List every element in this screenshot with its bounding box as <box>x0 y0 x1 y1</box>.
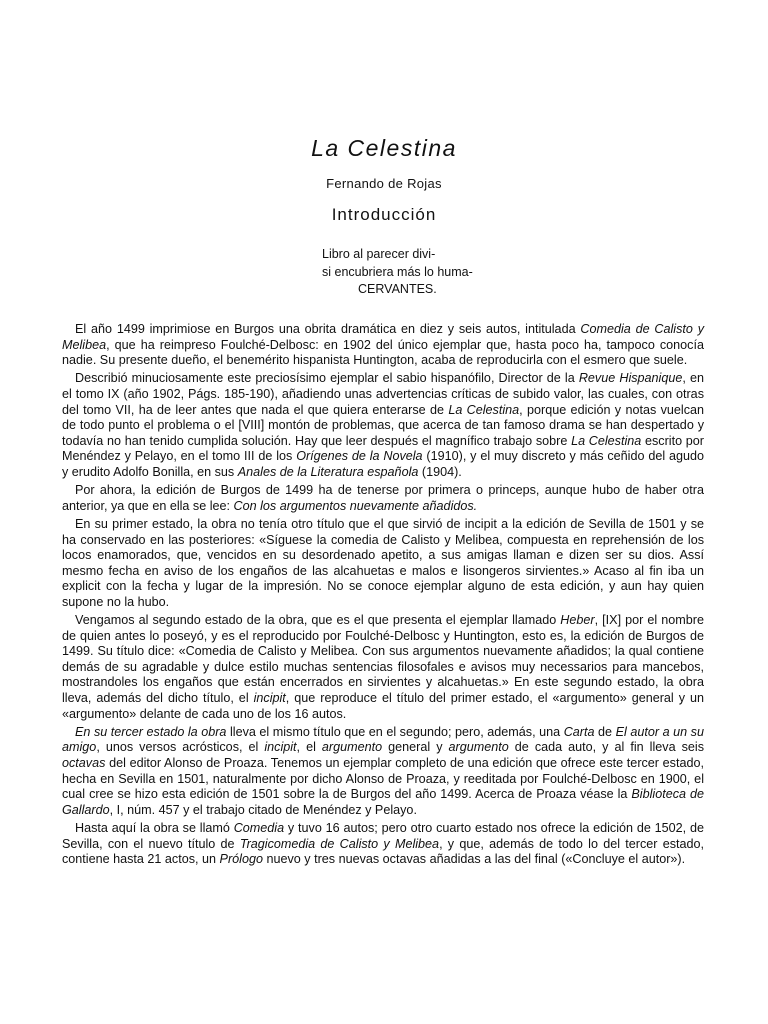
body-paragraph <box>62 517 704 611</box>
text-run: (1910), y el muy discreto y más ceñido del agudo y erudito Adolfo Bonilla, en sus <box>62 449 704 479</box>
italic-text: El autor a un su amigo <box>62 724 704 755</box>
epigraph-line: si encubriera más lo huma- <box>322 264 473 279</box>
text-run: de cada auto, y al fin lleva seis <box>508 740 704 755</box>
book-title: La Celestina <box>311 135 457 161</box>
italic-text: Revue Hispanique <box>578 371 683 386</box>
italic-text: Prólogo <box>219 852 263 867</box>
text-run: En su primer estado, la obra no tenía otro título que el que sirvió de incipit a la edición de Sevilla de 1501 y se ha conservado en las posteriores: «Síguese la comedia de Calisto y Melibea, compuesta en reprehensión de los locos enamorados, que, vencidos en su desordenado apetito, a sus amigas llaman e dizen ser su dios. Assí mesmo fecha en aviso de los engaños de las alcahuetas e malos e lisongeros sirvientes.» Acaso al fin iba un explicit con la fecha y lugar de la impresión. No se conoce ejemplar alguno de esta edición, y aun hay quien supone no la hubo. <box>62 516 704 609</box>
text-run: , [IX] por el nombre de quien antes lo poseyó, y es el reproducido por Foulché-Delbosc y Huntington, esto es, la edición de Burgos de 1499. Su título dice: «Comedia de Calisto y Melibea. Con sus argumentos nuevamente añadidos; la qual contiene demás de su agradable y dulce estilo muchas sentencias filosofales e avisos muy necessarios para mancebos, mostrandoles los engaños que están encerrados en sirvientes y alcahuetas.» En este segundo estado, la obra lleva, además del dicho título, el <box>62 613 704 706</box>
text-run: y tuvo 16 autos; pero otro cuarto estado nos ofrece la edición de 1502, de Sevilla, con el nuevo título de <box>62 820 704 851</box>
author-name: Fernando de Rojas <box>326 176 442 191</box>
text-run: Hasta aquí la obra se llamó <box>75 820 234 835</box>
body-paragraph <box>62 821 704 868</box>
epigraph <box>322 246 473 299</box>
text-run: El año 1499 imprimiose en Burgos una obrita dramática en diez y seis autos, intitulada <box>75 322 581 336</box>
body-paragraph <box>62 725 704 819</box>
italic-text: Comedia <box>233 820 285 835</box>
text-run: general y <box>382 740 449 755</box>
body-paragraph <box>62 613 704 722</box>
italic-text: En su tercer estado la obra <box>75 724 227 739</box>
section-heading: Introducción <box>331 205 437 224</box>
italic-text: Tragicomedia de Calisto y Melibea <box>239 836 440 851</box>
italic-text: Orígenes de la Novela <box>296 449 423 464</box>
text-run: , el <box>296 740 322 755</box>
text-run: , que ha reimpreso Foulché-Delbosc: en 1902 del único ejemplar que, hasta poco ha, tampoco conocía nadie. Su presente dueño, el benemérito hispanista Huntington, acaba de reproducirla con el esmero que suele. <box>62 337 704 368</box>
text-run: (1904). <box>418 464 462 479</box>
epigraph-signature: CERVANTES. <box>358 282 437 296</box>
italic-text: argumento <box>448 740 509 755</box>
body-paragraph <box>62 483 704 514</box>
text-run: , y que, además de todo lo del tercer estado, contiene hasta 21 actos, un <box>62 836 705 867</box>
text-run: nuevo y tres nuevas octavas añadidas a las del final («Concluye el autor»). <box>262 852 686 867</box>
italic-text: incipit <box>253 691 286 706</box>
italic-text: Carta <box>563 724 595 739</box>
text-run: de <box>594 724 616 739</box>
italic-text: argumento <box>321 740 383 755</box>
body-text <box>62 322 704 870</box>
text-run: lleva el mismo título que en el segundo; pero, además, una <box>226 724 564 739</box>
italic-text: Biblioteca de Gallardo <box>62 787 704 817</box>
text-run: , porque edición y notas vuelcan de todo punto el problema o el [VIII] montón de problemas, que acerca de tan famoso drama se han despertado y todavía no han tenido cumplida solución. Hay que leer después el magnífico trabajo sobre <box>62 402 704 448</box>
text-run: Describió minuciosamente este preciosísimo ejemplar el sabio hispanófilo, Director de la <box>75 371 579 386</box>
italic-text: La Celestina <box>448 402 520 417</box>
text-run: Por ahora, la edición de Burgos de 1499 ha de tenerse por primera o princeps, aunque hubo de haber otra anterior, ya que en ella se lee: <box>62 483 704 513</box>
text-run: , I, núm. 457 y el trabajo citado de Menéndez y Pelayo. <box>109 802 417 817</box>
italic-text: La Celestina <box>571 433 642 448</box>
italic-text: octavas <box>62 756 106 770</box>
epigraph-line: Libro al parecer divi- <box>322 247 436 261</box>
italic-text: Anales de la Literatura española <box>237 464 419 479</box>
text-run: , que reproduce el título del primer estado, el «argumento» general y un «argumento» delante de cada uno de los 16 autos. <box>62 691 704 721</box>
text-run: , en el tomo IX (año 1902, Págs. 185-190), añadiendo unas advertencias críticas de subido valor, las cuales, con otras del tomo VII, ha de leer antes que nada el que quiera enterarse de <box>62 371 705 417</box>
text-run: Vengamos al segundo estado de la obra, que es el que presenta el ejemplar llamado <box>75 613 561 628</box>
body-paragraph <box>62 371 704 480</box>
italic-text: incipit <box>264 740 297 755</box>
text-run: escrito por Menéndez y Pelayo, en el tomo III de los <box>62 433 704 464</box>
italic-text: Heber <box>560 613 595 628</box>
text-run: del editor Alonso de Proaza. Tenemos un ejemplar completo de una edición que ofrece este tercer estado, hecha en Sevilla en 1501, naturalmente por dicho Alonso de Proaza, y reeditada por Foulché-Delbosc en 1900, el cual cree se hizo esta edición de 1501 sobre la de Burgos del año 1499. Acerca de Proaza véase la <box>62 756 704 802</box>
body-paragraph <box>62 322 704 369</box>
text-run: , unos versos acrósticos, el <box>96 740 265 755</box>
italic-text: Con los argumentos nuevamente añadidos. <box>233 498 478 513</box>
italic-text: Comedia de Calisto y Melibea <box>62 322 704 352</box>
